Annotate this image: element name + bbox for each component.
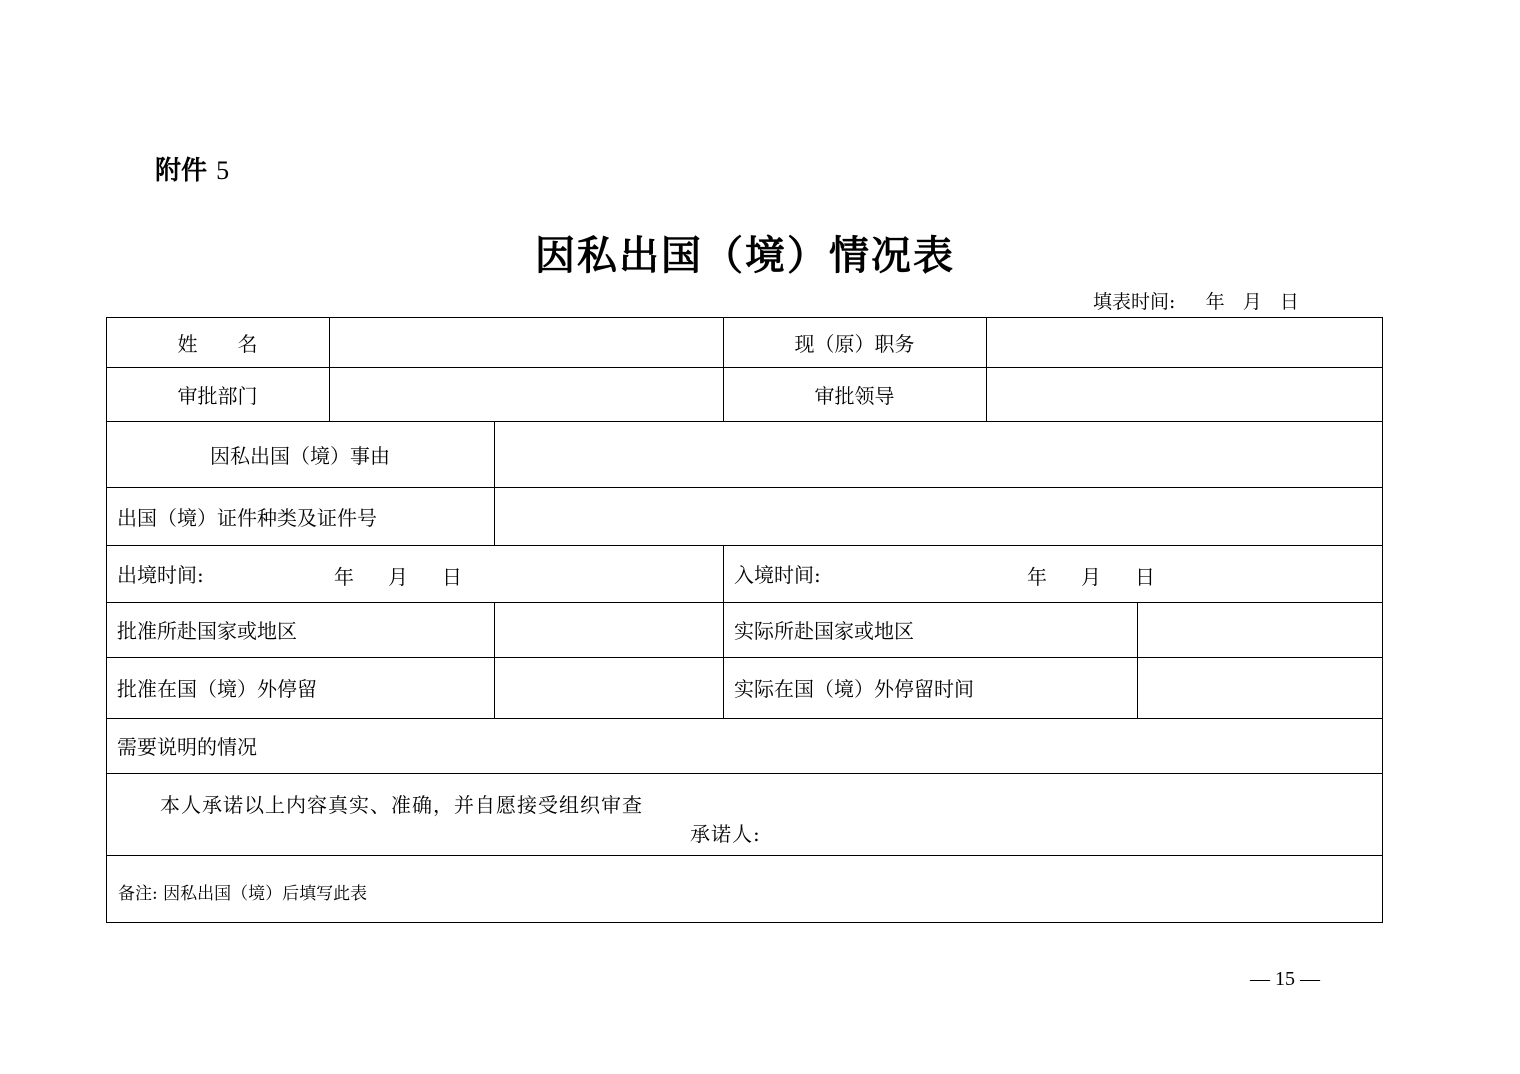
pledge-text: 本人承诺以上内容真实、准确，并自愿接受组织审查 (160, 793, 643, 817)
approval-dept-label: 审批部门 (177, 383, 258, 408)
exit-day: 日 (442, 565, 462, 589)
approved-stay-field[interactable] (495, 658, 723, 718)
fill-date: 填表时间: 年 月 日 (1093, 291, 1299, 313)
entry-month: 月 (1081, 565, 1101, 589)
document-label: 出国（境）证件种类及证件号 (117, 505, 377, 530)
page-number: — 15 — (1250, 968, 1320, 990)
actual-stay-field[interactable] (1138, 658, 1382, 718)
pledger-label: 承诺人: (690, 822, 761, 846)
exit-time-label: 出境时间: (117, 563, 204, 587)
approved-stay-label: 批准在国（境）外停留 (117, 677, 317, 701)
reason-label: 因私出国（境）事由 (210, 443, 390, 468)
position-field[interactable] (987, 318, 1382, 367)
page-title: 因私出国（境）情况表 (535, 232, 955, 279)
table-rule (106, 773, 1383, 774)
approval-dept-field[interactable] (330, 368, 723, 421)
attachment-number: 5 (216, 156, 230, 185)
exit-month: 月 (388, 565, 408, 589)
approved-country-label: 批准所赴国家或地区 (117, 619, 297, 643)
reason-field[interactable] (495, 422, 1382, 487)
entry-day: 日 (1135, 565, 1155, 589)
remark-text: 备注: 因私出国（境）后填写此表 (118, 884, 368, 904)
table-rule (106, 855, 1383, 856)
name-field[interactable] (330, 318, 723, 367)
exit-year: 年 (334, 565, 354, 589)
actual-country-label: 实际所赴国家或地区 (734, 619, 914, 643)
approval-leader-field[interactable] (987, 368, 1382, 421)
actual-stay-label: 实际在国（境）外停留时间 (734, 677, 974, 701)
entry-year: 年 (1027, 565, 1047, 589)
approved-country-field[interactable] (495, 603, 723, 657)
actual-country-field[interactable] (1138, 603, 1382, 657)
name-label: 姓 名 (177, 331, 258, 356)
position-label: 现（原）职务 (794, 331, 915, 356)
approval-leader-label: 审批领导 (814, 383, 895, 408)
attachment-label-text: 附件 (155, 156, 208, 186)
entry-time-label: 入境时间: (734, 563, 821, 587)
table-border-bottom (106, 922, 1383, 923)
explanation-label: 需要说明的情况 (117, 735, 257, 759)
attachment-label (155, 150, 229, 187)
table-border-right (1382, 317, 1383, 923)
document-field[interactable] (495, 488, 1382, 545)
